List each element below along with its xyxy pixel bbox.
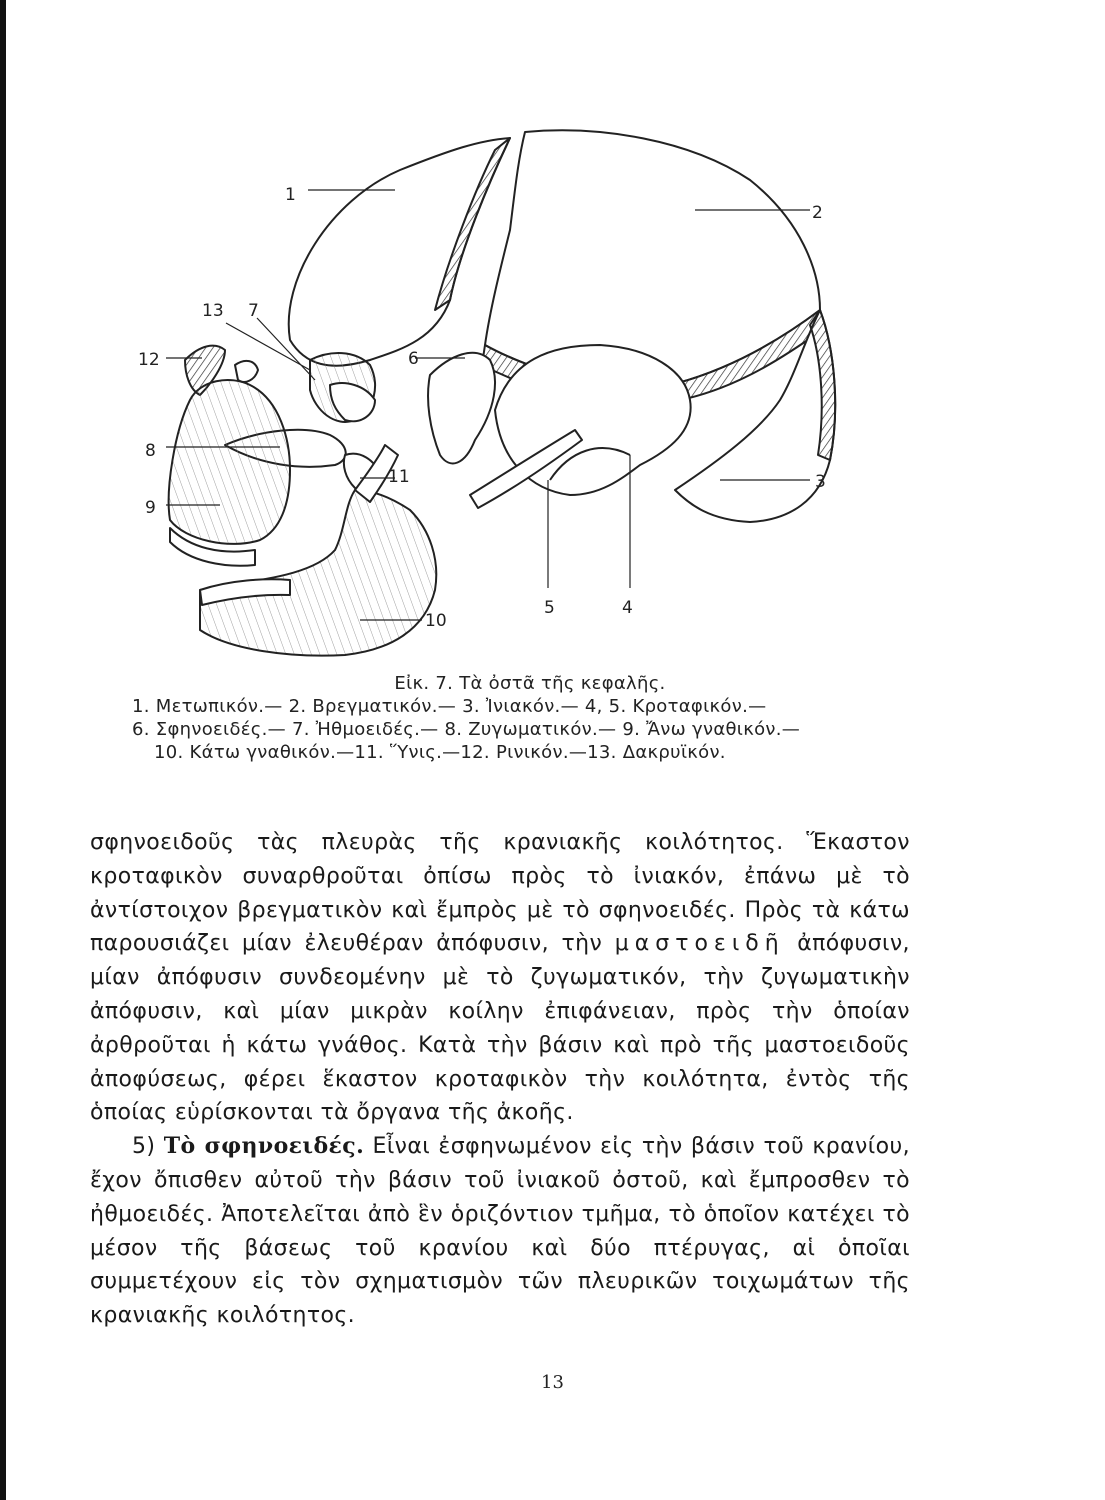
label-7: 7	[248, 301, 259, 321]
label-10: 10	[425, 611, 447, 631]
label-13: 13	[202, 301, 224, 321]
label-8: 8	[145, 441, 156, 461]
section-number: 5)	[132, 1134, 156, 1160]
legend-line: 10. Κάτω γναθικόν.—11. Ὕνις.—12. Ρινικόν.—13. Δακρυϊκόν.	[154, 742, 726, 763]
label-9: 9	[145, 498, 156, 518]
paragraph-temporal	[90, 826, 910, 1130]
label-12: 12	[138, 350, 160, 370]
page-number: 13	[541, 1372, 564, 1393]
emphasized-term: μαστοειδῆ	[614, 931, 785, 957]
label-3: 3	[815, 472, 826, 492]
paragraph-text: σφηνοειδοῦς τὰς πλευρὰς τῆς κρανιακῆς κοιλότητος. Ἕκαστον κροταφικὸν συναρθροῦται ὀπίσω πρὸς τὸ ἰνιακόν, ἐπάνω μὲ τὸ ἀντίστοιχον βρεγματικὸν καὶ ἔμπρὸς μὲ τὸ σφηνοειδές. Πρὸς τὰ κάτω παρουσιάζει μίαν ἐλευθέραν ἀπόφυσιν, τὴν	[90, 830, 910, 957]
body-text	[90, 826, 910, 1333]
figure-title: Εἰκ. 7. Τὰ ὀστᾶ τῆς κεφαλῆς.	[394, 673, 666, 694]
figure-caption	[120, 672, 880, 764]
maxilla	[169, 380, 290, 544]
legend-line: 6. Σφηνοειδές.— 7. Ἠθμοειδές.— 8. Ζυγωματικόν.— 9. Ἄνω γναθικόν.—	[132, 719, 801, 740]
paragraph-text: ἀπόφυσιν, μίαν ἀπόφυσιν συνδεομένην μὲ τὸ ζυγωματικόν, τὴν ζυγωματικὴν ἀπόφυσιν, καὶ μίαν μικρὰν κοίλην ἐπιφάνειαν, πρὸς τὴν ὁποίαν ἀρθροῦται ἡ κάτω γνάθος. Κατὰ τὴν βάσιν καὶ πρὸ τῆς μαστοειδοῦς ἀποφύσεως, φέρει ἕκαστον κροταφικὸν τὴν κοιλότητα, ἐντὸς τῆς ὁποίας εὑρίσκονται τὰ ὄργανα τῆς ἀκοῆς.	[90, 931, 910, 1126]
label-5: 5	[544, 598, 555, 618]
label-6: 6	[408, 349, 419, 369]
sphenoid-bone	[428, 353, 495, 464]
skull-figure	[130, 110, 850, 670]
paragraph-sphenoid	[90, 1130, 910, 1333]
scan-edge	[0, 0, 6, 1500]
label-2: 2	[812, 203, 823, 223]
skull-illustration	[130, 110, 850, 670]
paragraph-text: Εἶναι ἐσφηνωμένον εἰς τὴν βάσιν τοῦ κρανίου, ἔχον ὄπισθεν αὐτοῦ τὴν βάσιν τοῦ ἰνιακοῦ ὀστοῦ, καὶ ἔμπροσθεν τὸ ἠθμοειδές. Ἀποτελεῖται ἀπὸ ἓν ὁριζόντιον τμῆμα, τὸ ὁποῖον κατέχει τὸ μέσον τῆς βάσεως τοῦ κρανίου καὶ δύο πτέρυγας, αἱ ὁποῖαι συμμετέχουν εἰς τὸν σχηματισμὸν τῶν πλευρικῶν τοιχωμάτων τῆς κρανιακῆς κοιλότητος.	[90, 1134, 910, 1329]
lacrimal-bone	[235, 361, 258, 382]
legend-line: 1. Μετωπικόν.— 2. Βρεγματικόν.— 3. Ἰνιακόν.— 4, 5. Κροταφικόν.—	[132, 696, 767, 717]
label-4: 4	[622, 598, 633, 618]
frontal-bone	[289, 138, 510, 366]
label-11: 11	[388, 467, 410, 487]
section-title: Τὸ σφηνοειδές.	[163, 1133, 365, 1160]
label-1: 1	[285, 185, 296, 205]
